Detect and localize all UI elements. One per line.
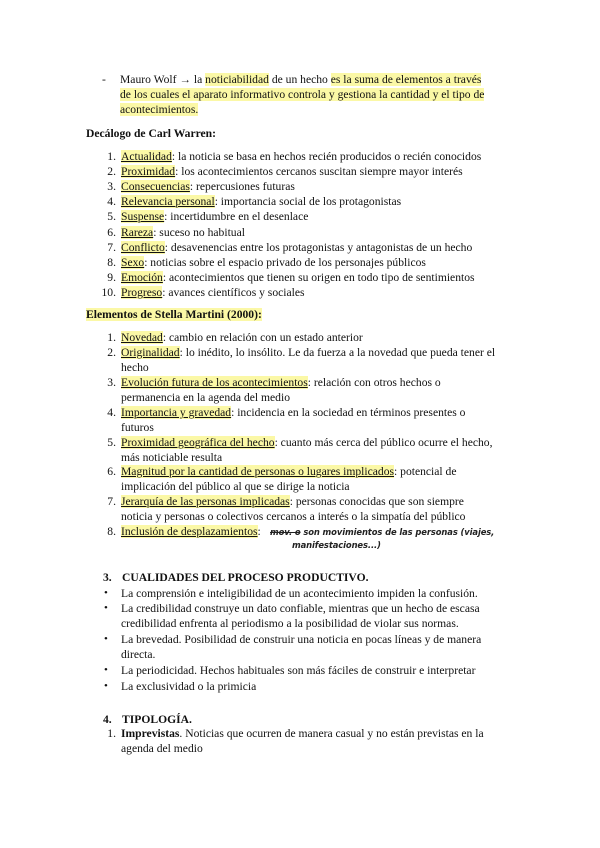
bullet-icon: • [104, 664, 108, 676]
martini-item-continuation: más noticiable resulta [121, 451, 223, 464]
warren-item-number: 7. [107, 241, 116, 254]
martini-item-desc: : lo inédito, lo insólito. Le da fuerza a la novedad que pueda tener el [179, 346, 496, 359]
martini-item-number: 8. [107, 525, 116, 538]
martini-item [121, 405, 465, 420]
bullet-icon: • [104, 633, 108, 645]
martini-item-number: 6. [107, 465, 116, 478]
warren-item-number: 6. [107, 226, 116, 239]
martini-item [121, 330, 363, 345]
warren-item-term: Emoción [121, 271, 163, 284]
warren-item [121, 285, 305, 300]
handwritten-note-line-2: manifestaciones...) [292, 540, 381, 550]
martini-item-desc: : relación con otros hechos o [307, 376, 441, 389]
warren-item-desc: : avances científicos y sociales [162, 286, 305, 299]
warren-heading: Decálogo de Carl Warren: [86, 127, 216, 140]
warren-item-number: 8. [107, 256, 116, 269]
martini-item-term: Originalidad [121, 346, 180, 359]
warren-item-number: 3. [107, 180, 116, 193]
warren-item [121, 149, 481, 164]
martini-item-desc: : incidencia en la sociedad en términos presentes o [231, 406, 466, 419]
section3-bullet-continuation: directa. [121, 648, 156, 661]
warren-item-term: Proximidad [121, 165, 176, 178]
warren-item-number: 4. [107, 195, 116, 208]
warren-item-desc: : suceso no habitual [153, 226, 245, 239]
section3-bullet: La credibilidad construye un dato confiable, mientras que un hecho de escasa [121, 602, 480, 615]
martini-item-number: 4. [107, 406, 116, 419]
martini-item [121, 375, 441, 390]
martini-item-desc: : [257, 525, 261, 538]
martini-item [121, 464, 456, 479]
wolf-def-2: de los cuales el aparato informativo controla y gestiona la cantidad y el tipo de [120, 88, 485, 101]
warren-item-number: 10. [101, 286, 116, 299]
wolf-dash: - [102, 73, 106, 86]
martini-item-term: Novedad [121, 331, 163, 344]
wolf-def-1: es la suma de elementos a través [330, 73, 482, 86]
martini-item [121, 524, 261, 539]
martini-item-desc: : cuanto más cerca del público ocurre el hecho, [274, 436, 493, 449]
martini-item-term: Evolución futura de los acontecimientos [121, 376, 308, 389]
warren-item-term: Consecuencias [121, 180, 190, 193]
warren-item-number: 9. [107, 271, 116, 284]
warren-item-desc: : los acontecimientos cercanos suscitan siempre mayor interés [175, 165, 463, 178]
martini-item-continuation: futuros [121, 421, 154, 434]
warren-item [121, 270, 475, 285]
martini-item-desc: : potencial de [394, 465, 457, 478]
wolf-def-3: acontecimientos. [120, 103, 199, 116]
martini-item [121, 345, 495, 360]
wolf-line-2 [120, 87, 484, 102]
warren-item-desc: : la noticia se basa en hechos recién producidos o recién conocidos [171, 150, 482, 163]
warren-item-number: 5. [107, 210, 116, 223]
wolf-term: noticiabilidad [205, 73, 269, 86]
martini-item [121, 494, 464, 509]
section3-bullet: La comprensión e inteligibilidad de un acontecimiento impiden la confusión. [121, 587, 478, 600]
martini-item-number: 5. [107, 436, 116, 449]
warren-item [121, 225, 245, 240]
section4-item-number: 1. [107, 727, 116, 740]
martini-item-continuation: permanencia en la agenda del medio [121, 391, 290, 404]
martini-item-number: 7. [107, 495, 116, 508]
warren-item-desc: : repercusiones futuras [189, 180, 295, 193]
warren-item-term: Relevancia personal [121, 195, 215, 208]
warren-item-desc: : incertidumbre en el desenlace [164, 210, 309, 223]
section4-title: TIPOLOGÍA. [122, 713, 192, 726]
martini-item-term: Jerarquía de las personas implicadas [121, 495, 290, 508]
section4-number: 4. [103, 713, 112, 726]
warren-item-term: Conflicto [121, 241, 165, 254]
martini-heading: Elementos de Stella Martini (2000): [86, 308, 262, 321]
section3-bullet: La exclusividad o la primicia [121, 680, 257, 693]
warren-item-term: Rareza [121, 226, 154, 239]
warren-item-desc: : noticias sobre el espacio privado de los personajes públicos [144, 256, 426, 269]
warren-item [121, 194, 401, 209]
martini-item [121, 435, 493, 450]
warren-item-desc: : importancia social de los protagonistas [214, 195, 402, 208]
section3-title: CUALIDADES DEL PROCESO PRODUCTIVO. [122, 571, 369, 584]
warren-item-desc: : acontecimientos que tienen su origen en todo tipo de sentimientos [162, 271, 475, 284]
warren-item-term: Actualidad [121, 150, 172, 163]
section3-bullet-continuation: credibilidad enfrenta al periodismo a la posibilidad de violar sus normas. [121, 617, 459, 630]
martini-item-term: Proximidad geográfica del hecho [121, 436, 275, 449]
warren-item-number: 1. [107, 150, 116, 163]
wolf-line-3 [120, 102, 198, 117]
handwritten-note-line-1: mov. o son movimientos de las personas (viajes, [270, 527, 495, 537]
wolf-arrow: → [179, 73, 191, 86]
warren-item-term: Suspense [121, 210, 165, 223]
martini-item-term: Importancia y gravedad [121, 406, 232, 419]
martini-item-desc: : personas conocidas que son siempre [289, 495, 464, 508]
warren-item [121, 240, 472, 255]
section4-item-desc: . Noticias que ocurren de manera casual y no están previstas en la [179, 727, 484, 740]
section4-item-continuation: agenda del medio [121, 742, 203, 755]
section4-item-term: Imprevistas [121, 727, 180, 740]
warren-item [121, 164, 463, 179]
martini-item-number: 2. [107, 346, 116, 359]
martini-item-continuation: implicación del público al que se dirige la noticia [121, 480, 350, 493]
warren-item-number: 2. [107, 165, 116, 178]
wolf-author: Mauro Wolf [120, 73, 177, 86]
warren-item [121, 255, 426, 270]
warren-item-desc: : desavenencias entre los protagonistas y antagonistas de un hecho [164, 241, 473, 254]
martini-item-number: 1. [107, 331, 116, 344]
martini-item-continuation: noticia y personas o colectivos cercanos a interés o la simpatía del público [121, 510, 466, 523]
martini-item-number: 3. [107, 376, 116, 389]
section3-bullet: La brevedad. Posibilidad de construir una noticia en pocas líneas y de manera [121, 633, 482, 646]
bullet-icon: • [104, 680, 108, 692]
section4-item [121, 726, 484, 741]
warren-item [121, 179, 295, 194]
wolf-line-1: Mauro Wolf → la noticiabilidad de un hecho es la suma de elementos a través [120, 73, 482, 86]
section3-number: 3. [103, 571, 112, 584]
martini-item-term: Inclusión de desplazamientos [121, 525, 258, 538]
warren-item-term: Progreso [121, 286, 163, 299]
section3-bullet: La periodicidad. Hechos habituales son más fáciles de construir e interpretar [121, 664, 476, 677]
martini-item-desc: : cambio en relación con un estado anterior [162, 331, 363, 344]
bullet-icon: • [104, 602, 108, 614]
martini-item-term: Magnitud por la cantidad de personas o lugares implicados [121, 465, 395, 478]
martini-item-continuation: hecho [121, 361, 149, 374]
bullet-icon: • [104, 587, 108, 599]
warren-item-term: Sexo [121, 256, 145, 269]
warren-item [121, 209, 308, 224]
